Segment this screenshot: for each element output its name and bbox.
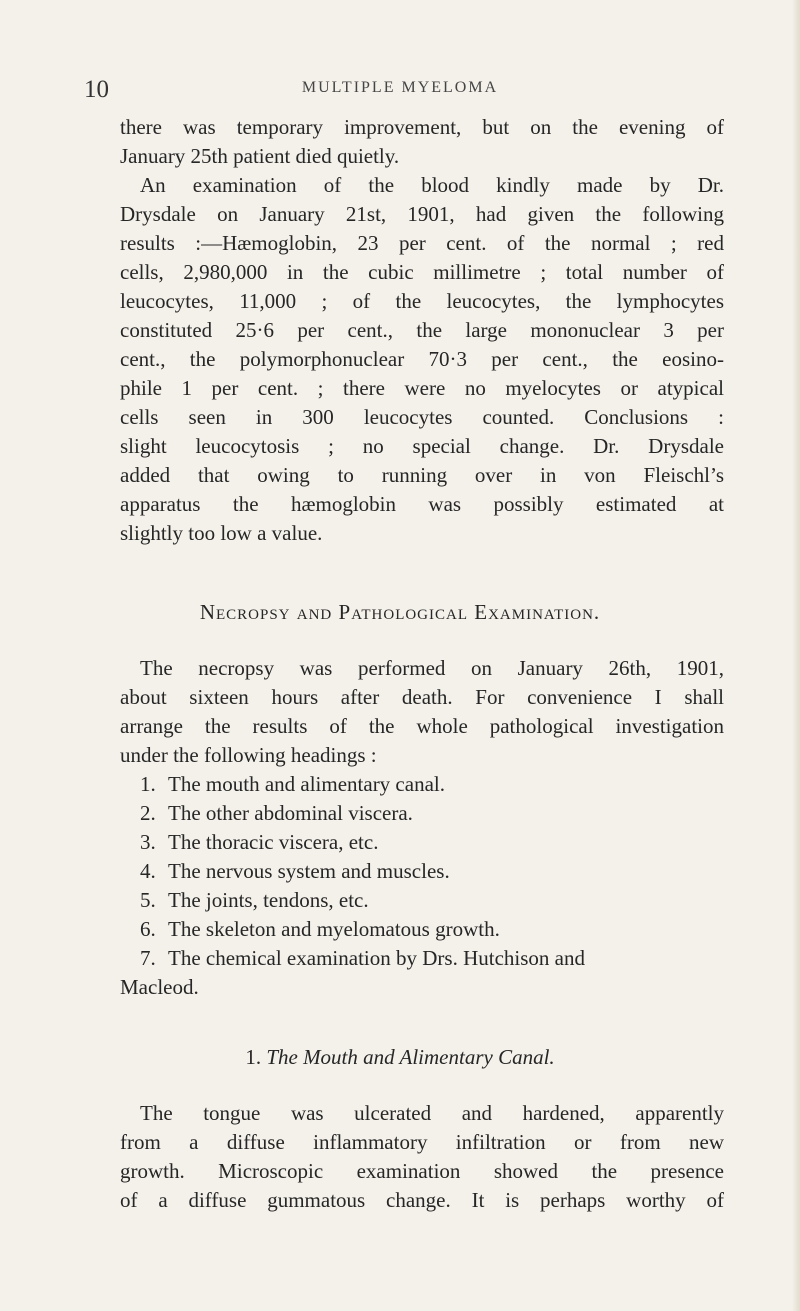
text-line: An examination of the blood kindly made by Dr. [140,173,724,197]
list-number: 1. [140,772,156,796]
paragraph-necropsy [120,654,724,770]
running-head [0,76,800,106]
running-title: MULTIPLE MYELOMA [301,79,499,96]
page-number: 10 [84,76,109,103]
paragraph-tongue [120,1099,724,1215]
list-text: The mouth and alimentary canal. [168,772,445,796]
text-line: The necropsy was performed on January 26th, 1901, [140,656,724,680]
text-line: growth. Microscopic examination showed the presence [120,1159,724,1183]
text-line: constituted 25·6 per cent., the large mononuclear 3 per [120,318,724,342]
list-number: 6. [140,917,156,941]
list-item [120,944,724,973]
list-number: 2. [140,801,156,825]
page-edge-shadow [792,0,800,1311]
text-line: Drysdale on January 21st, 1901, had given the following [120,202,724,226]
list-item [120,770,724,799]
list-item [120,915,724,944]
subsection-title: The Mouth and Alimentary Canal. [266,1045,555,1069]
text-line: cent., the polymorphonuclear 70·3 per cent., the eosino- [120,347,724,371]
list-item [120,828,724,857]
text-line: cells, 2,980,000 in the cubic millimetre ; total number of [120,260,724,284]
list-text: The skeleton and myelomatous growth. [168,917,500,941]
list-item [120,886,724,915]
list-text: The thoracic viscera, etc. [168,830,379,854]
text-line: cells seen in 300 leucocytes counted. Conclusions : [120,405,724,429]
text-line: results :—Hæmoglobin, 23 per cent. of the normal ; red [120,231,724,255]
text-line: slight leucocytosis ; no special change. Dr. Drysdale [120,434,724,458]
paragraph-continuation [120,113,724,171]
text-line: of a diffuse gummatous change. It is perhaps worthy of [120,1188,724,1212]
list-text: The joints, tendons, etc. [168,888,369,912]
list-item [120,857,724,886]
list-text: The chemical examination by Drs. Hutchison and [168,946,585,970]
list-number: 7. [140,946,156,970]
list-number: 4. [140,859,156,883]
list-item [120,799,724,828]
text-line: added that owing to running over in von Fleischl’s [120,463,724,487]
text-line: leucocytes, 11,000 ; of the leucocytes, the lymphocytes [120,289,724,313]
section-heading: Necropsy and Pathological Examination. [199,600,601,624]
list-number: 3. [140,830,156,854]
text-line: under the following headings : [120,743,377,767]
text-line: about sixteen hours after death. For convenience I shall [120,685,724,709]
text-line: there was temporary improvement, but on the evening of [120,115,724,139]
list-continuation: Macleod. [120,975,199,999]
text-line: slightly too low a value. [120,521,323,545]
subsection-heading [0,1045,800,1070]
text-line: January 25th patient died quietly. [120,144,400,168]
text-line: arrange the results of the whole pathological investigation [120,714,724,738]
text-line: The tongue was ulcerated and hardened, apparently [140,1101,724,1125]
text-line: from a diffuse inflammatory infiltration or from new [120,1130,724,1154]
text-line: apparatus the hæmoglobin was possibly estimated at [120,492,724,516]
list-text: The other abdominal viscera. [168,801,413,825]
list-text: The nervous system and muscles. [168,859,450,883]
list-number: 5. [140,888,156,912]
paragraph-blood-examination [120,171,724,548]
text-line: phile 1 per cent. ; there were no myelocytes or atypical [120,376,724,400]
subsection-number: 1. [245,1045,262,1069]
headings-list [120,770,724,1002]
